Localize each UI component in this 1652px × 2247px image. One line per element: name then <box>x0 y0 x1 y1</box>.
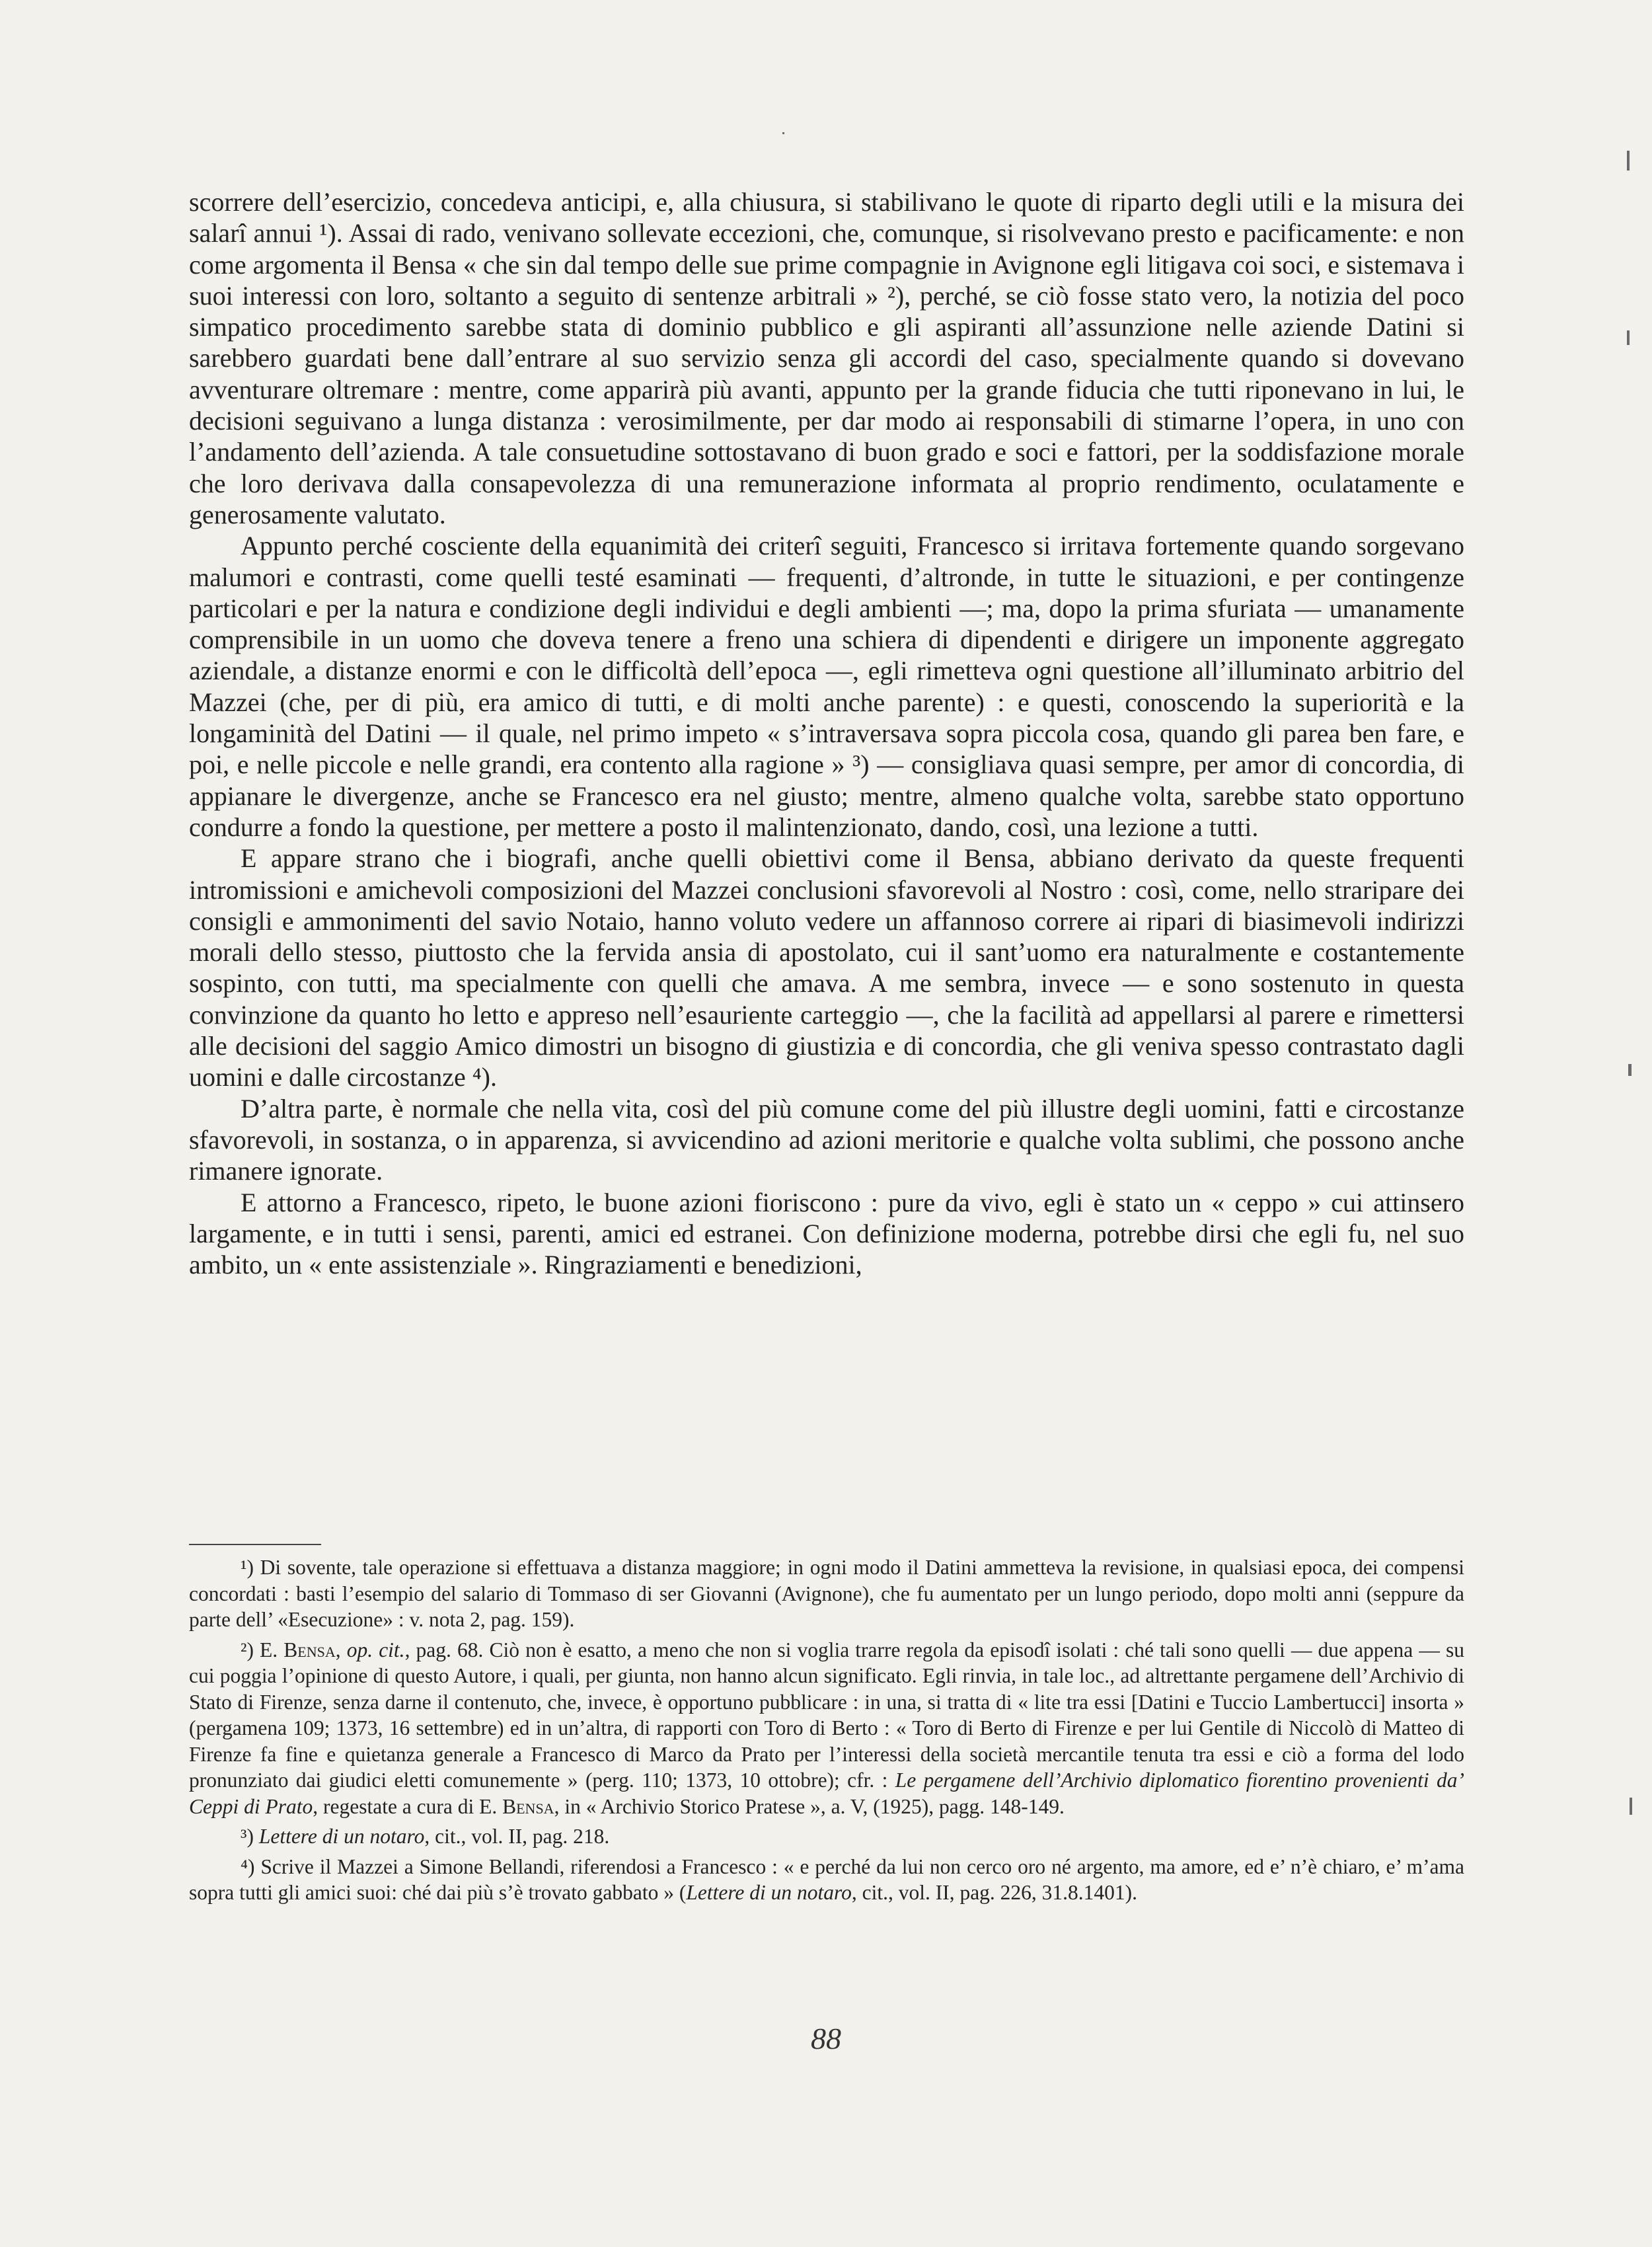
main-text <box>189 186 1464 1280</box>
footnote-2-text: , <box>335 1638 347 1661</box>
footnote-2-text: ²) E. <box>241 1638 284 1661</box>
footnote-3-text: ³) <box>241 1825 259 1848</box>
footnote-3-title: Lettere di un notaro <box>258 1825 425 1848</box>
footnote-2-text: , in « Archivio Storico Pratese », a. V, (1925), pagg. 148-149. <box>554 1794 1065 1818</box>
footnote-separator <box>189 1544 321 1545</box>
footnote-2-opcit: op. cit. <box>346 1638 405 1661</box>
edge-mark <box>1628 1064 1632 1076</box>
footnote-2-text: , pag. 68. Ciò non è esatto, a meno che non si voglia trarre regola da episodî isolati : ché tali sono quelli — due appena — su cui poggia l’opinione di questo Autore, i quali, per giunta, non hanno alcun significato. Egli rinvia, in tale loc., ad altrettante pergamene dell’Archivio di Stato di Firenze, senza darne il contenuto, che, invece, è opportuno pubblicare : in una, si tratta di « lite tra essi [Datini e Tuccio Lambertucci] insorta » (pergamena 109; 1373, 16 settembre) ed in un’altra, di rapporti con Toro di Berto : « Toro di Berto di Firenze e per lui Gentile di Niccolò di Matteo di Firenze fa fine e quietanza generale a Francesco di Marco da Prato per l’interessi della società mercantile tenuta tra essi e ciò a forma del lodo pronunziato dai giudici eletti comunemente » (perg. 110; 1373, 10 ottobre); cfr. : <box>189 1638 1464 1792</box>
edge-mark <box>782 132 784 134</box>
footnote-2-author: Bensa <box>502 1794 554 1818</box>
footnotes <box>189 1554 1464 1910</box>
paragraph-2: Appunto perché cosciente della equanimità dei criterî seguiti, Francesco si irritava fortemente quando sorgevano malumori e contrasti, come quelli testé esaminati — frequenti, d’altronde, in tutte le situazioni, e per contingenze particolari e per la natura e condizione degli individui e degli ambienti —; ma, dopo la prima sfuriata — umanamente comprensibile in un uomo che doveva tenere a freno una schiera di dipendenti e dirigere un imponente aggregato aziendale, a distanze enormi e con le difficoltà dell’epoca —, egli rimetteva ogni questione all’illuminato arbitrio del Mazzei (che, per di più, era amico di tutti, e di molti anche parente) : e questi, conoscendo la superiorità e la longaminità del Datini — il quale, nel primo impeto « s’intraversava sopra piccola cosa, quando gli parea ben fare, e poi, e nelle piccole e nelle grandi, era contento alla ragione » ³) — consigliava quasi sempre, per amor di concordia, di appianare le divergenze, anche se Francesco era nel giusto; mentre, almeno qualche volta, sarebbe stato opportuno condurre a fondo la questione, per mettere a posto il malintenzionato, dando, così, una lezione a tutti. <box>189 531 1464 842</box>
paragraph-1: scorrere dell’esercizio, concedeva anticipi, e, alla chiusura, si stabilivano le quote di riparto degli utili e la misura dei salarî annui ¹). Assai di rado, venivano sollevate eccezioni, che, comunque, si risolvevano presto e pacificamente: e non come argomenta il Bensa « che sin dal tempo delle sue prime compagnie in Avignone egli litigava coi soci, e sistemava i suoi interessi con loro, soltanto a seguito di sentenze arbitrali » ²), perché, se ciò fosse stato vero, la notizia del poco simpatico procedimento sarebbe stata di dominio pubblico e gli aspiranti all’assunzione nelle aziende Datini si sarebbero guardati bene dall’entrare al suo servizio senza gli accordi del caso, specialmente quando si dovevano avventurare oltremare : mentre, come apparirà più avanti, appunto per la grande fiducia che tutti riponevano in lui, le decisioni seguivano a lunga distanza : verosimilmente, per dar modo ai responsabili di stimarne l’opera, in uno con l’andamento dell’azienda. A tale consuetudine sottostavano di buon grado e soci e fattori, per la soddisfazione morale che loro derivava dalla consapevolezza di una remunerazione informata al proprio rendimento, oculatamente e generosamente valutato. <box>189 187 1464 529</box>
footnote-1: ¹) Di sovente, tale operazione si effettuava a distanza maggiore; in ogni modo il Datini ammetteva la revisione, in qualsiasi epoca, dei compensi concordati : basti l’esempio del salario di Tommaso di ser Giovanni (Avignone), che fu aumentato per un lungo periodo, dopo molti anni (seppure da parte dell’ «Esecuzione» : v. nota 2, pag. 159). <box>189 1556 1464 1631</box>
footnote-3 <box>189 1823 1464 1850</box>
paragraph-4: D’altra parte, è normale che nella vita, così del più comune come del più illustre degli uomini, fatti e circostanze sfavorevoli, in sostanza, o in apparenza, si avvicendino ad azioni meritorie e qualche volta sublimi, che possono anche rimanere ignorate. <box>189 1093 1464 1186</box>
footnote-4-text: ⁴) Scrive il Mazzei a Simone Bellandi, riferendosi a Francesco : « e perché da lui non cerco oro né argento, ma amore, ed e’ n’è chiaro, e’ m’ama sopra tutti gli amici suoi: ché dai più s’è trovato gabbato » ( <box>189 1854 1464 1904</box>
paragraph-5: E attorno a Francesco, ripeto, le buone azioni fioriscono : pure da vivo, egli è stato un « ceppo » cui attinsero largamente, e in tutti i sensi, parenti, amici ed estranei. Con definizione moderna, potrebbe dirsi che egli fu, nel suo ambito, un « ente assistenziale ». Ringraziamenti e benedizioni, <box>189 1187 1464 1280</box>
edge-mark <box>1627 330 1630 345</box>
footnote-3-text: , cit., vol. II, pag. 218. <box>424 1825 610 1848</box>
footnote-2-title: Le pergamene dell’Archivio diplomatico fiorentino provenienti da’ Ceppi di Prato <box>189 1769 1464 1818</box>
edge-mark <box>1627 151 1630 171</box>
footnote-4-title: Lettere di un notaro <box>686 1881 852 1904</box>
footnote-4 <box>189 1854 1464 1906</box>
footnote-2-text: , regestate a cura di E. <box>313 1794 503 1818</box>
page-number: 88 <box>811 2022 841 2055</box>
footnote-4-text: , cit., vol. II, pag. 226, 31.8.1401). <box>851 1881 1138 1904</box>
edge-mark <box>1630 1798 1632 1815</box>
footnote-2 <box>189 1637 1464 1820</box>
paragraph-3: E appare strano che i biografi, anche quelli obiettivi come il Bensa, abbiano derivato da queste frequenti intromissioni e amichevoli composizioni del Mazzei conclusioni sfavorevoli al Nostro : così, come, nello straripare dei consigli e ammonimenti del savio Notaio, hanno voluto vedere un affannoso correre ai ripari di biasimevoli indirizzi morali dello stesso, piuttosto che la fervida ansia di apostolato, cui il sant’uomo era naturalmente e costantemente sospinto, con tutti, ma specialmente con quelli che amava. A me sembra, invece — e sono sostenuto in questa convinzione da quanto ho letto e appreso nell’esauriente carteggio —, che la facilità ad appellarsi al parere e rimettersi alle decisioni del saggio Amico dimostri un bisogno di giustizia e di concordia, che gli veniva spesso contrastato dagli uomini e dalle circostanze ⁴). <box>189 843 1464 1092</box>
footnote-2-author: Bensa <box>283 1638 336 1661</box>
